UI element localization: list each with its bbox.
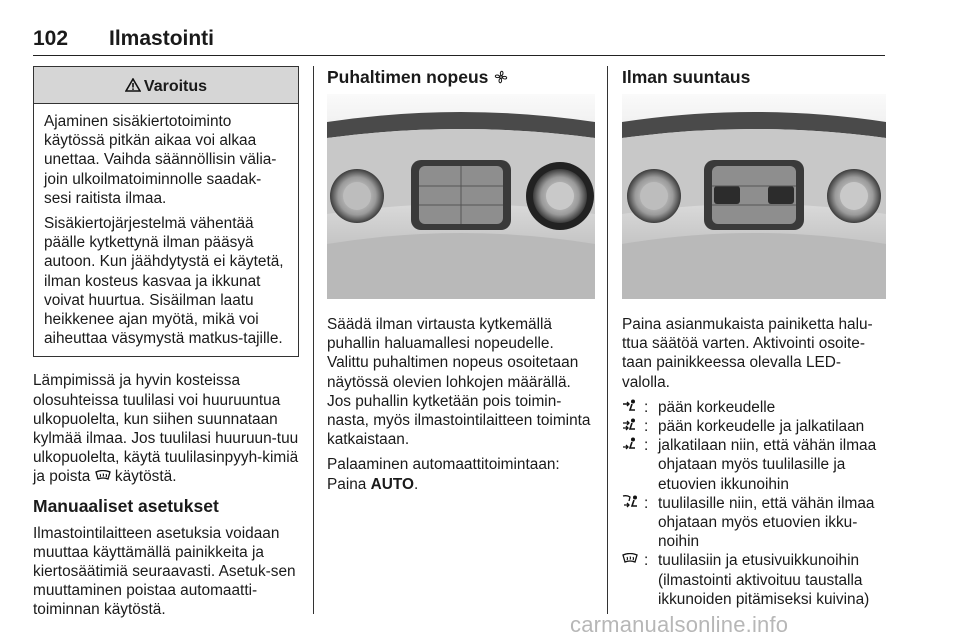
defog-paragraph: [33, 371, 299, 486]
fan-speed-heading-text: Puhaltimen nopeus: [327, 67, 489, 87]
air-distribution-heading: Ilman suuntaus: [622, 67, 751, 87]
manual-settings-paragraph: Ilmastointilaitteen asetuksia voidaan muuttaa käyttämällä painikkeita ja kiertosäätimiä seuraavasti. Asetuk-sen muuttaminen poistaa automaatti-toiminnan käytöstä.: [33, 524, 296, 619]
air-distribution-list: [622, 398, 886, 609]
manual-settings-heading: Manuaaliset asetukset: [33, 495, 219, 516]
item-text: tuulilasiin ja etusivuikkunoihin (ilmastointi aktivoituu taustalla ikkunoiden pitämiseksi kuivina): [658, 552, 870, 608]
air-distribution-paragraph: Paina asianmukaista painiketta halu-ttua säätöä varten. Aktivointi osoite-taan painikkeessa olevalla LED-valolla.: [622, 316, 873, 391]
column-middle: [327, 66, 595, 500]
page-header: [33, 24, 885, 56]
warning-paragraph-1: Ajaminen sisäkiertotoiminto käytössä pitkän aikaa voi alkaa unettaa. Vaihda säännöllisin välia-join ulkoilmatoiminnolle saadak-sesi raitista ilmaa.: [44, 113, 277, 207]
auto-label: AUTO: [370, 475, 414, 493]
warning-header: [34, 67, 298, 104]
warning-title: Varoitus: [143, 78, 208, 95]
air-to-windscreen-and-feet-icon: [622, 494, 644, 513]
auto-text-end: .: [413, 475, 419, 493]
column-right: [622, 66, 886, 609]
air-to-feet-icon: [622, 436, 644, 455]
auto-paragraph: [327, 455, 595, 493]
list-item: : jalkatilaan niin, että vähän ilmaa ohjataan myös tuulilasille ja etuovien ikkunoihin: [622, 436, 886, 494]
climate-panel-photo-distribution: [622, 94, 886, 299]
item-text: jalkatilaan niin, että vähän ilmaa ohjataan myös tuulilasille ja etuovien ikkunoihin: [658, 437, 877, 493]
column-left: [33, 66, 299, 626]
auto-text: Palaaminen automaattitoimintaan: Paina: [327, 456, 560, 493]
fan-speed-heading: [327, 66, 595, 94]
list-item: : pään korkeudelle: [622, 398, 886, 417]
column-divider-1: [313, 66, 314, 614]
item-text: pään korkeudelle ja jalkatilaan: [658, 418, 865, 436]
item-text: tuulilasille niin, että vähän ilmaa ohjataan myös etuovien ikku-noihin: [658, 494, 875, 551]
column-divider-2: [607, 66, 608, 614]
watermark: carmanualsonline.info: [570, 612, 789, 637]
windscreen-defrost-icon: [622, 551, 644, 570]
item-text: pään korkeudelle: [658, 398, 776, 416]
list-item: : tuulilasiin ja etusivuikkunoihin (ilmastointi aktivoituu taustalla ikkunoiden pitämiseksi kuivina): [622, 551, 886, 609]
warning-paragraph-2: Sisäkiertojärjestelmä vähentää päälle kytkettynä ilman pääsyä autoon. Kun jäähdytystä ei käytetä, ilman kosteus kasvaa ja ikkunat voivat huurtua. Sisäilman laatu heikkenee ajan myötä, mikä voi aiheuttaa väsymystä matkus-tajille.: [44, 215, 284, 348]
defog-text-end: käytöstä.: [114, 468, 177, 486]
defog-text: Lämpimissä ja hyvin kosteissa olosuhteissa tuulilasi voi huuruuntua ulkopuolelta, kun siihen suunnataan kylmää ilmaa. Jos tuulilasi huuruun-tuu ulkopuolelta, käytä tuulilasinpyyh-kimiä ja poista: [33, 372, 299, 486]
page-number: 102: [33, 27, 69, 50]
warning-triangle-icon: [125, 67, 141, 104]
warning-box: [33, 66, 299, 357]
air-to-head-and-feet-icon: [622, 417, 644, 436]
air-to-head-icon: [622, 398, 644, 417]
fan-icon: [493, 67, 509, 87]
warning-body: [34, 104, 298, 356]
defrost-icon: [95, 468, 111, 485]
chapter-title: Ilmastointi: [109, 27, 215, 50]
climate-panel-photo-fan: [327, 94, 595, 299]
fan-speed-paragraph: Säädä ilman virtausta kytkemällä puhallin haluamallesi nopeudelle. Valittu puhaltimen nopeus osoitetaan näytössä olevien lohkojen määrällä. Jos puhallin kytketään pois toimin-nasta, myös ilmastointilaitteen toiminta katkaistaan.: [327, 316, 591, 449]
list-item: : tuulilasille niin, että vähän ilmaa ohjataan myös etuovien ikku-noihin: [622, 494, 886, 552]
list-item: : pään korkeudelle ja jalkatilaan: [622, 417, 886, 436]
